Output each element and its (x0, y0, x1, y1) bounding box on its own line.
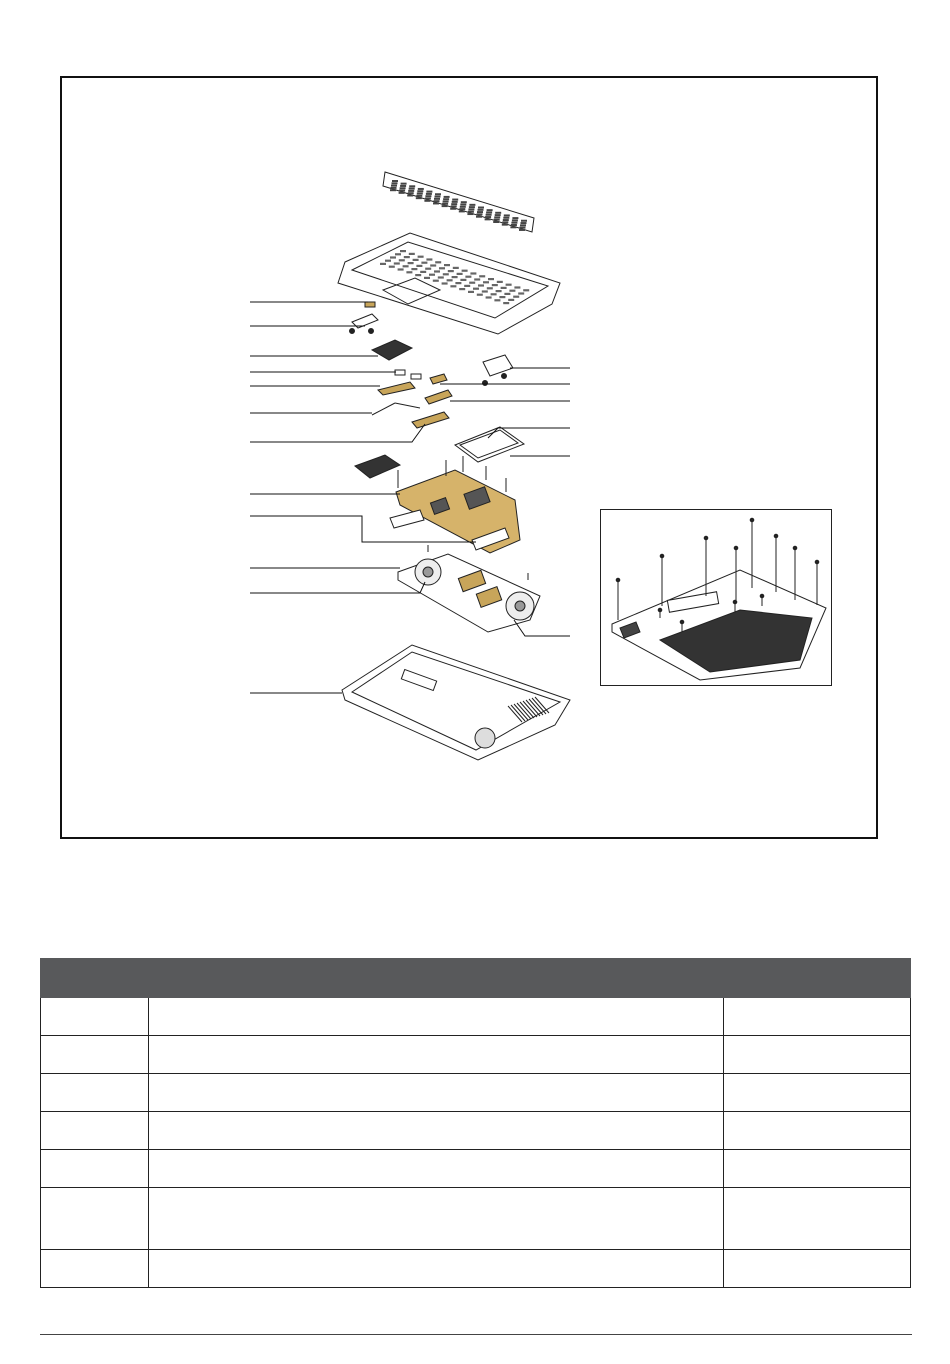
topcase-key (455, 282, 461, 284)
mainboard-part (390, 456, 520, 553)
topcase-key (425, 268, 431, 270)
table-cell (41, 998, 149, 1036)
keyboard-key (400, 185, 406, 187)
table-row (41, 1188, 911, 1250)
topcase-key (404, 256, 410, 258)
table-cell (724, 998, 911, 1036)
keyboard-key (435, 193, 441, 195)
keyboard-key (477, 213, 483, 215)
topcase-key (504, 293, 510, 295)
topcase-key (457, 273, 463, 275)
topcase-key (488, 278, 494, 280)
topcase-key (430, 264, 436, 266)
keyboard-key (459, 208, 465, 210)
keyboard-key (478, 209, 484, 211)
topcase-key (444, 264, 450, 266)
keyboard-key (494, 219, 500, 221)
keyboard-key (417, 193, 423, 195)
table-cell (149, 1112, 724, 1150)
keyboard-key (494, 216, 500, 218)
table-cell (41, 1250, 149, 1288)
topcase-key (394, 262, 400, 264)
keyboard-key (408, 190, 414, 192)
keyboard-key (503, 217, 509, 219)
keyboard-key (452, 201, 458, 203)
topcase-key (420, 271, 426, 273)
topcase-key (398, 268, 404, 270)
table-cell (41, 1188, 149, 1250)
keyboard-key (401, 183, 407, 185)
keyboard-key (502, 224, 508, 226)
keyboard-key (519, 229, 525, 231)
keyboard-key (502, 221, 508, 223)
keyboard-key (486, 214, 492, 216)
topcase-key (390, 256, 396, 258)
topcase-key (497, 281, 503, 283)
topcase-key (486, 296, 492, 298)
table-cell (149, 1036, 724, 1074)
keyboard-key (468, 211, 474, 213)
keyboard-key (487, 209, 493, 211)
table-cell (149, 1188, 724, 1250)
table-cell (149, 1250, 724, 1288)
keyboard-key (521, 220, 527, 222)
topcase-key (477, 294, 483, 296)
topcase-key (447, 279, 453, 281)
table-cell (149, 998, 724, 1036)
keyboard-key (392, 182, 398, 184)
topcase-key (523, 289, 529, 291)
table-cell (724, 1188, 911, 1250)
keyboard-key (452, 199, 458, 201)
keyboard-key (417, 190, 423, 192)
parts-table (40, 958, 911, 1288)
topcase-key (453, 267, 459, 269)
topcase-key (424, 277, 430, 279)
topcase-key (460, 279, 466, 281)
bottom-case-part (342, 645, 570, 760)
keyboard-key (476, 216, 482, 218)
keyboard-key (392, 180, 398, 182)
topcase-key (426, 258, 432, 260)
topcase-key (389, 266, 395, 268)
keyboard-key (503, 219, 509, 221)
keyboard-key (434, 198, 440, 200)
topcase-key (439, 267, 445, 269)
keyboard-key (477, 211, 483, 213)
keyboard-key (451, 205, 457, 207)
table-row (41, 1112, 911, 1150)
keyboard-key (521, 222, 527, 224)
topcase-key (468, 291, 474, 293)
keyboard-key (399, 190, 405, 192)
topcase-key (482, 290, 488, 292)
keyboard-key (469, 204, 475, 206)
keyboard-key (511, 222, 517, 224)
table-row (41, 998, 911, 1036)
table-header-description (149, 959, 724, 998)
topcase-key (395, 253, 401, 255)
keyboard-key (435, 196, 441, 198)
topcase-key (421, 262, 427, 264)
topcase-key (435, 261, 441, 263)
topcase-key (469, 282, 475, 284)
topcase-key (416, 265, 422, 267)
table-row (41, 1074, 911, 1112)
topcase-key (409, 253, 415, 255)
topcase-key (443, 273, 449, 275)
keyboard-key (444, 196, 450, 198)
keyboard-key (460, 206, 466, 208)
topcase-key (513, 296, 519, 298)
keyboard-key (469, 206, 475, 208)
topcase-key (418, 256, 424, 258)
topcase-key (399, 259, 405, 261)
keyboard-key (399, 192, 405, 194)
topcase-key (487, 287, 493, 289)
topcase-key (442, 282, 448, 284)
table-cell (41, 1112, 149, 1150)
topcase-key (415, 274, 421, 276)
keyboard-key (467, 213, 473, 215)
topcase-key (400, 250, 406, 252)
keyboard-key (511, 224, 517, 226)
topcase-key (408, 262, 414, 264)
keyboard-part (383, 172, 534, 232)
keyboard-key (434, 200, 440, 202)
topcase-key (491, 293, 497, 295)
topcase-key (464, 285, 470, 287)
keyboard-key (390, 189, 396, 191)
topcase-key (448, 270, 454, 272)
keyboard-key (443, 198, 449, 200)
table-row (41, 1036, 911, 1074)
topcase-key (411, 268, 417, 270)
topcase-key (499, 296, 505, 298)
keyboard-key (426, 193, 432, 195)
table-row (41, 1150, 911, 1188)
topcase-key (406, 271, 412, 273)
table-cell (724, 1150, 911, 1188)
topcase-key (479, 275, 485, 277)
topcase-key (465, 276, 471, 278)
keyboard-key (409, 188, 415, 190)
keyboard-key (451, 203, 457, 205)
topcase-key (518, 292, 524, 294)
keyboard-key (391, 185, 397, 187)
keyboard-key (442, 205, 448, 207)
inset-frame (600, 509, 832, 686)
table-cell (149, 1150, 724, 1188)
topcase-key (494, 299, 500, 301)
table-cell (41, 1150, 149, 1188)
keyboard-key (461, 201, 467, 203)
topcase-key (478, 284, 484, 286)
keyboard-key (493, 221, 499, 223)
table-row (41, 1250, 911, 1288)
keyboard-key (425, 195, 431, 197)
keyboard-key (400, 187, 406, 189)
topcase-key (492, 284, 498, 286)
keyboard-key (459, 210, 465, 212)
topcase-key (380, 263, 386, 265)
keyboard-key (442, 203, 448, 205)
keyboard-key (512, 219, 518, 221)
table-header-item (41, 959, 149, 998)
keyboard-key (409, 185, 415, 187)
topcase-key (514, 286, 520, 288)
topcase-key (483, 281, 489, 283)
keyboard-key (425, 198, 431, 200)
keyboard-key (460, 204, 466, 206)
keyboard-key (408, 192, 414, 194)
topcase-key (403, 265, 409, 267)
keyboard-key (416, 195, 422, 197)
keyboard-key (504, 214, 510, 216)
topcase-key (385, 260, 391, 262)
table-cell (41, 1036, 149, 1074)
table-cell (41, 1074, 149, 1112)
keyboard-key (495, 212, 501, 214)
keyboard-key (485, 216, 491, 218)
thermal-module-part (398, 545, 540, 632)
keyboard-key (478, 207, 484, 209)
keyboard-key (468, 208, 474, 210)
table-cell (724, 1112, 911, 1150)
topcase-key (509, 290, 515, 292)
table-header-partno (724, 959, 911, 998)
table-cell (724, 1036, 911, 1074)
footer-rule (40, 1334, 912, 1335)
topcase-key (508, 299, 514, 301)
topcase-key (438, 276, 444, 278)
keyboard-key (407, 195, 413, 197)
topcase-key (470, 272, 476, 274)
topcase-key (462, 270, 468, 272)
keyboard-key (416, 197, 422, 199)
keyboard-key (512, 217, 518, 219)
table-cell (724, 1250, 911, 1288)
keyboard-key (510, 226, 516, 228)
keyboard-key (426, 191, 432, 193)
keyboard-key (520, 227, 526, 229)
keyboard-key (486, 211, 492, 213)
keyboard-key (433, 202, 439, 204)
topcase-key (413, 259, 419, 261)
keyboard-key (391, 187, 397, 189)
keyboard-key (443, 201, 449, 203)
keyboard-key (424, 200, 430, 202)
table-cell (149, 1074, 724, 1112)
topcase-key (496, 290, 502, 292)
topcase-key (434, 270, 440, 272)
topcase-key (474, 278, 480, 280)
table-cell (724, 1074, 911, 1112)
keyboard-key (450, 208, 456, 210)
topcase-key (450, 285, 456, 287)
topcase-key (459, 288, 465, 290)
topcase-key (429, 274, 435, 276)
keyboard-key (520, 224, 526, 226)
topcase-key (452, 276, 458, 278)
topcase-key (433, 280, 439, 282)
keyboard-key (495, 214, 501, 216)
keyboard-key (485, 218, 491, 220)
topcase-key (506, 284, 512, 286)
topcase-key (503, 302, 509, 304)
topcase-key (473, 288, 479, 290)
keyboard-key (418, 188, 424, 190)
topcase-key (501, 287, 507, 289)
